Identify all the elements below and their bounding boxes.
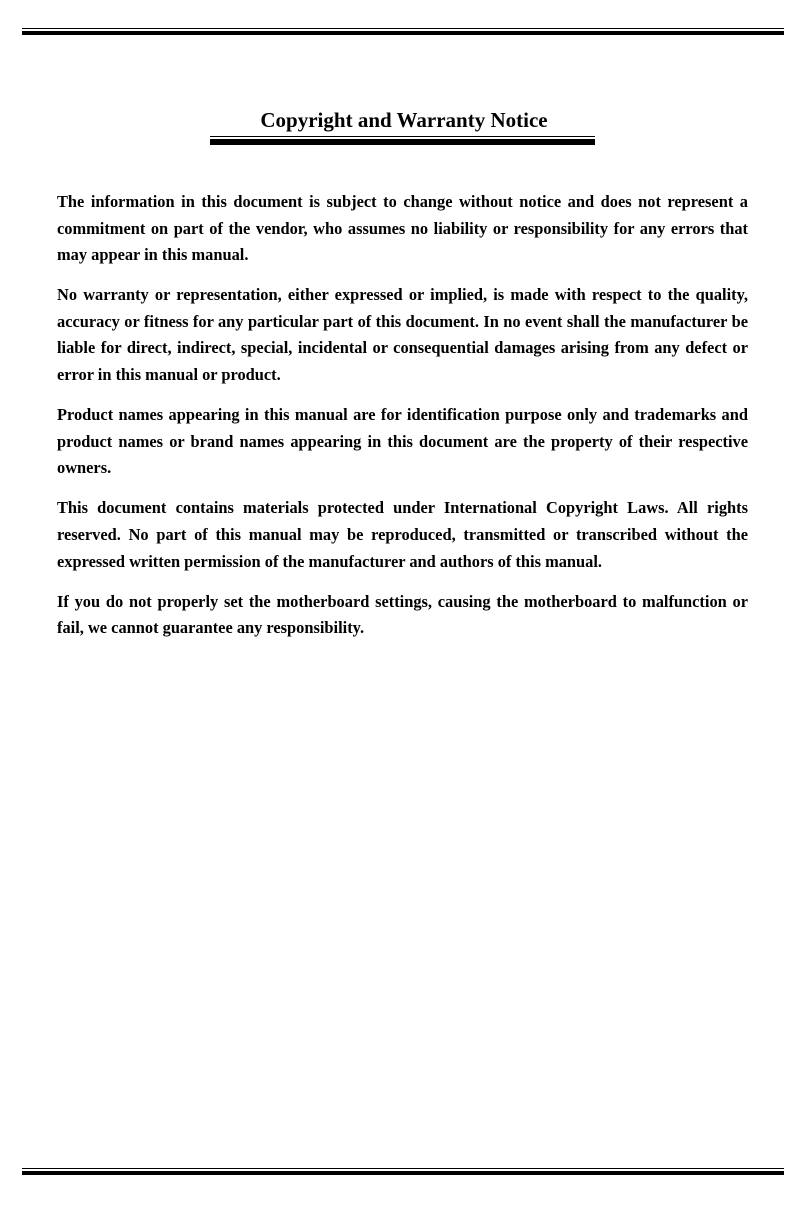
- paragraph-motherboard-settings: If you do not properly set the motherboard settings, causing the motherboard to malfunction or fail, we cannot guarantee any responsibility.: [57, 591, 748, 638]
- header-rule-thin-line: [22, 28, 784, 29]
- title-container: [0, 106, 808, 134]
- footer-rule: [22, 1168, 784, 1175]
- header-rule-thick-line: [22, 31, 784, 35]
- footer-rule-thin-line: [22, 1168, 784, 1169]
- paragraph-trademarks: Product names appearing in this manual are for identification purpose only and trademarks and product names or brand names appearing in this document are the property of their respective owners.: [57, 405, 748, 478]
- header-rule: [22, 28, 784, 35]
- title-underline: [210, 136, 595, 146]
- title-underline-thick-line: [210, 139, 595, 145]
- paragraph-liability: The information in this document is subject to change without notice and does not represent a commitment on part of the vendor, who assumes no liability or responsibility for any errors that may appear in this manual.: [57, 192, 748, 265]
- page-title: Copyright and Warranty Notice: [260, 108, 548, 132]
- paragraph-copyright: This document contains materials protected under International Copyright Laws. All rights reserved. No part of this manual may be reproduced, transmitted or transcribed without the expressed written permission of the manufacturer and authors of this manual.: [57, 498, 748, 571]
- notice-body: [57, 189, 748, 655]
- title-underline-thin-line: [210, 136, 595, 137]
- paragraph-warranty: No warranty or representation, either expressed or implied, is made with respect to the quality, accuracy or fitness for any particular part of this document. In no event shall the manufacturer be liable for direct, indirect, special, incidental or consequential damages arising from any defect or error in this manual or product.: [57, 285, 748, 385]
- footer-rule-thick-line: [22, 1171, 784, 1175]
